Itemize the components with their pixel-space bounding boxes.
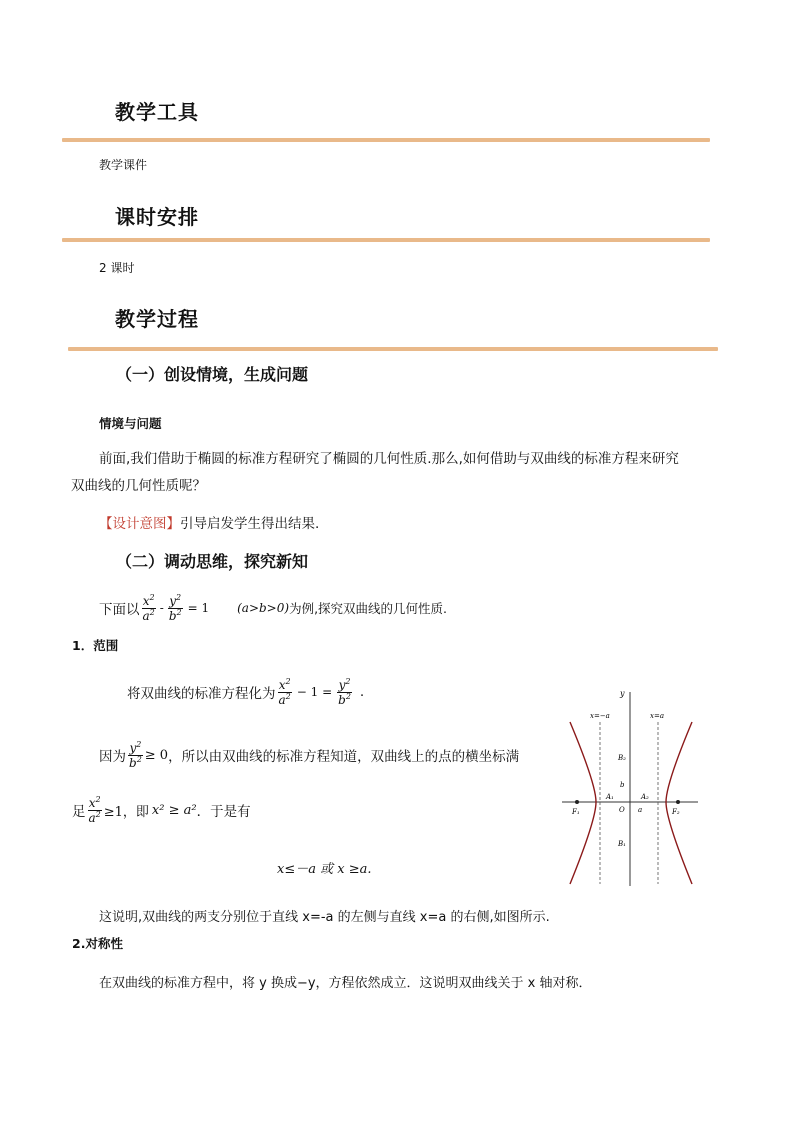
left-branch bbox=[570, 722, 596, 884]
range-line3-suffix: ．于是有 bbox=[196, 804, 251, 821]
part1-paragraph-line2: 双曲线的几何性质呢？ bbox=[71, 478, 206, 494]
label-x-neg-a: x=−a bbox=[590, 712, 610, 720]
range-title: 1．范围 bbox=[72, 638, 119, 653]
part1-subheading: 情境与问题 bbox=[99, 416, 162, 431]
hyperbola-figure bbox=[560, 684, 702, 888]
y-axis-label: y bbox=[620, 689, 625, 698]
heading-rule bbox=[62, 138, 710, 142]
section-heading-schedule: 课时安排 bbox=[115, 205, 199, 229]
symmetry-text: 在双曲线的标准方程中，将 y 换成−y，方程依然成立．这说明双曲线关于 x 轴对称． bbox=[99, 976, 592, 991]
range-line2-suffix: ，所以由双曲线的标准方程知道，双曲线上的点的横坐标满 bbox=[168, 749, 520, 766]
focus-f1 bbox=[575, 800, 579, 804]
design-intent-label: 【设计意图】 bbox=[99, 516, 180, 532]
intro-rhs: = 1 bbox=[187, 601, 210, 616]
range-conclusion: 这说明,双曲线的两支分别位于直线 x=-a 的左侧与直线 x=a 的右侧,如图所示. bbox=[99, 910, 550, 925]
heading-rule bbox=[62, 238, 710, 242]
part2-heading: （二）调动思维，探究新知 bbox=[116, 552, 309, 571]
range-result: x≤－a 或 x ≥a. bbox=[277, 862, 372, 877]
heading-rule bbox=[68, 347, 718, 351]
tools-content: 教学课件 bbox=[99, 158, 148, 172]
part2-intro: 下面以 $\frac{x^2}{a^2}$ - $\frac{y^2}{b^2}$ = 1 (a>b>0) 为例,探究双曲线的几何性质. bbox=[99, 593, 448, 623]
range-line3 bbox=[72, 796, 251, 824]
frac-den: b bbox=[168, 608, 177, 623]
fraction-y2-b2: $\frac{y^2}{b^2}$ bbox=[129, 740, 142, 770]
label-a: a bbox=[638, 806, 643, 814]
label-x-pos-a: x=a bbox=[650, 712, 664, 720]
label-origin: O bbox=[619, 806, 625, 814]
focus-f2 bbox=[676, 800, 680, 804]
fraction-y2-b2: $\frac{y^2}{b^2}$ bbox=[168, 593, 182, 623]
schedule-content: 2 课时 bbox=[99, 261, 135, 275]
fraction-y2-b2: $\frac{y^2}{b^2}$ bbox=[338, 677, 351, 707]
range-line2-geq: ≥ 0 bbox=[144, 747, 169, 763]
label-a1: A₁ bbox=[606, 793, 614, 801]
intro-condition: (a>b>0) bbox=[237, 601, 290, 616]
range-line3-mid: ≥1，即 bbox=[103, 804, 149, 820]
part1-heading: （一）创设情境，生成问题 bbox=[116, 365, 309, 384]
section-heading-process: 教学过程 bbox=[115, 307, 199, 331]
label-f2: F₂ bbox=[672, 808, 680, 816]
part1-paragraph-line1: 前面,我们借助于椭圆的标准方程研究了椭圆的几何性质.那么,如何借助与双曲线的标准方程来研究 bbox=[99, 451, 679, 467]
range-line3-prefix: 足 bbox=[72, 804, 86, 821]
range-line2 bbox=[99, 741, 519, 769]
design-intent-text: 引导启发学生得出结果. bbox=[180, 516, 320, 532]
design-intent bbox=[99, 512, 319, 532]
symmetry-title: 2.对称性 bbox=[72, 936, 123, 951]
range-line3-inequality: x² ≥ a² bbox=[151, 802, 197, 818]
label-b2: B₂ bbox=[618, 754, 626, 762]
intro-suffix: 为例,探究双曲线的几何性质. bbox=[289, 601, 448, 617]
label-b1: B₁ bbox=[618, 840, 626, 848]
label-f1: F₁ bbox=[572, 808, 580, 816]
label-b: b bbox=[620, 781, 625, 789]
fraction-x2-a2: $\frac{x^2}{a^2}$ bbox=[278, 677, 291, 707]
section-heading-tools: 教学工具 bbox=[115, 100, 199, 124]
frac-den: a bbox=[142, 608, 150, 623]
intro-prefix: 下面以 bbox=[99, 602, 140, 619]
range-line1-prefix: 将双曲线的标准方程化为 bbox=[127, 686, 276, 703]
fraction-x2-a2: $\frac{x^2}{a^2}$ bbox=[88, 795, 101, 825]
frac-num: y bbox=[169, 594, 177, 608]
frac-num: x bbox=[142, 594, 150, 608]
label-a2: A₂ bbox=[641, 793, 649, 801]
range-line1: 将双曲线的标准方程化为 $\frac{x^2}{a^2}$ − 1 = $\frac{y^2}{b^2}$ . bbox=[127, 677, 365, 707]
range-line1-mid: − 1 = bbox=[296, 685, 333, 700]
range-line2-prefix: 因为 bbox=[99, 749, 126, 766]
fraction-x2-a2: $\frac{x^2}{a^2}$ bbox=[142, 593, 155, 623]
